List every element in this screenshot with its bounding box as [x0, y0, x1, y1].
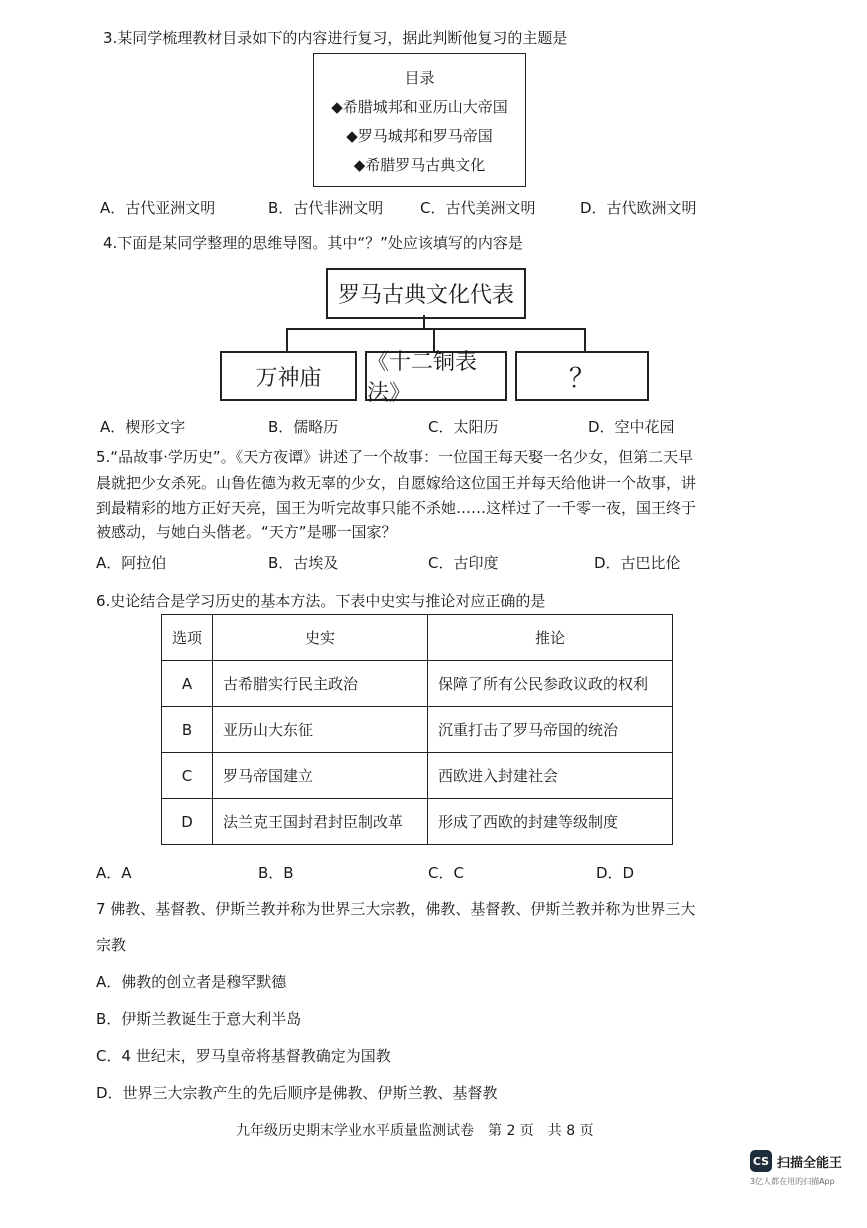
table-row — [162, 753, 673, 799]
table-cell: C — [162, 753, 213, 799]
q6-option-d: D．D — [596, 864, 635, 882]
table-cell: 保障了所有公民参政议政的权利 — [428, 661, 673, 707]
toc-item: ◆希腊城邦和亚历山大帝国 — [331, 98, 508, 116]
q4-option-b: B．儒略历 — [268, 418, 339, 436]
page-footer: 九年级历史期末学业水平质量监测试卷 第 2 页 共 8 页 — [236, 1123, 594, 1139]
mindmap-node-pantheon: 万神庙 — [220, 351, 357, 401]
table-cell: 罗马帝国建立 — [213, 753, 428, 799]
mindmap-node-unknown: ？ — [515, 351, 649, 401]
table-cell: 亚历山大东征 — [213, 707, 428, 753]
watermark-name: 扫描全能王 — [777, 1156, 843, 1171]
q7-option-c: C．4 世纪末，罗马皇帝将基督教确定为国教 — [96, 1047, 391, 1065]
q7-option-d: D．世界三大宗教产生的先后顺序是佛教、伊斯兰教、基督教 — [96, 1084, 498, 1102]
q7-stem-line: 7 佛教、基督教、伊斯兰教并称为世界三大宗教，佛教、基督教、伊斯兰教并称为世界三大 — [96, 900, 696, 918]
q5-option-a: A．阿拉伯 — [96, 554, 167, 572]
q7-stem-line: 宗教 — [96, 936, 127, 954]
table-header-row — [162, 615, 673, 661]
q5-option-b: B．古埃及 — [268, 554, 339, 572]
q5-line: 5.“品故事·学历史”。《天方夜谭》讲述了一个故事：一位国王每天娶一名少女，但第二天早 — [96, 448, 694, 466]
q4-option-d: D．空中花园 — [588, 418, 675, 436]
q6-option-b: B．B — [258, 864, 294, 882]
q3-option-c: C．古代美洲文明 — [420, 199, 536, 217]
mindmap-connector — [423, 315, 425, 329]
table-cell: 沉重打击了罗马帝国的统治 — [428, 707, 673, 753]
watermark-tagline: 3亿人都在用的扫描App — [750, 1177, 835, 1186]
q7-option-a: A．佛教的创立者是穆罕默德 — [96, 973, 287, 991]
q4-stem: 4.下面是某同学整理的思维导图。其中“？”处应该填写的内容是 — [103, 234, 523, 252]
mindmap-connector — [286, 328, 586, 330]
mindmap-connector — [286, 328, 288, 351]
table-cell: 法兰克王国封君封臣制改革 — [213, 799, 428, 845]
table-header: 推论 — [428, 615, 673, 661]
table-cell: B — [162, 707, 213, 753]
q7-option-b: B．伊斯兰教诞生于意大利半岛 — [96, 1010, 302, 1028]
mindmap-node-twelve-tables: 《十二铜表法》 — [365, 351, 507, 401]
q6-stem: 6.史论结合是学习历史的基本方法。下表中史实与推论对应正确的是 — [96, 592, 546, 610]
mindmap-connector — [584, 328, 586, 351]
toc-item: ◆希腊罗马古典文化 — [353, 156, 486, 174]
q3-option-b: B．古代非洲文明 — [268, 199, 384, 217]
camscanner-logo-icon: CS — [750, 1150, 772, 1172]
q3-stem: 3.某同学梳理教材目录如下的内容进行复习，据此判断他复习的主题是 — [103, 29, 568, 47]
q6-option-c: C．C — [428, 864, 464, 882]
q5-line: 被感动，与她白头偕老。“天方”是哪一国家？ — [96, 523, 397, 541]
q6-table — [161, 614, 673, 845]
table-header: 史实 — [213, 615, 428, 661]
toc-title: 目录 — [404, 69, 435, 87]
mindmap-root: 罗马古典文化代表 — [326, 268, 526, 319]
q5-line: 到最精彩的地方正好天亮，国王为听完故事只能不杀她……这样过了一千零一夜，国王终于 — [96, 499, 697, 517]
table-row — [162, 661, 673, 707]
q6-option-a: A．A — [96, 864, 132, 882]
table-cell: 古希腊实行民主政治 — [213, 661, 428, 707]
q3-option-a: A．古代亚洲文明 — [100, 199, 216, 217]
toc-item: ◆罗马城邦和罗马帝国 — [346, 127, 493, 145]
table-cell: A — [162, 661, 213, 707]
q5-option-c: C．古印度 — [428, 554, 499, 572]
table-row — [162, 707, 673, 753]
table-cell: D — [162, 799, 213, 845]
table-cell: 西欧进入封建社会 — [428, 753, 673, 799]
q3-option-d: D．古代欧洲文明 — [580, 199, 697, 217]
q4-option-c: C．太阳历 — [428, 418, 499, 436]
q3-table-of-contents — [313, 53, 526, 187]
q5-option-d: D．古巴比伦 — [594, 554, 681, 572]
table-row — [162, 799, 673, 845]
table-cell: 形成了西欧的封建等级制度 — [428, 799, 673, 845]
q4-option-a: A．楔形文字 — [100, 418, 186, 436]
table-header: 选项 — [162, 615, 213, 661]
q5-line: 晨就把少女杀死。山鲁佐德为救无辜的少女，自愿嫁给这位国王并每天给他讲一个故事，讲 — [96, 474, 697, 492]
